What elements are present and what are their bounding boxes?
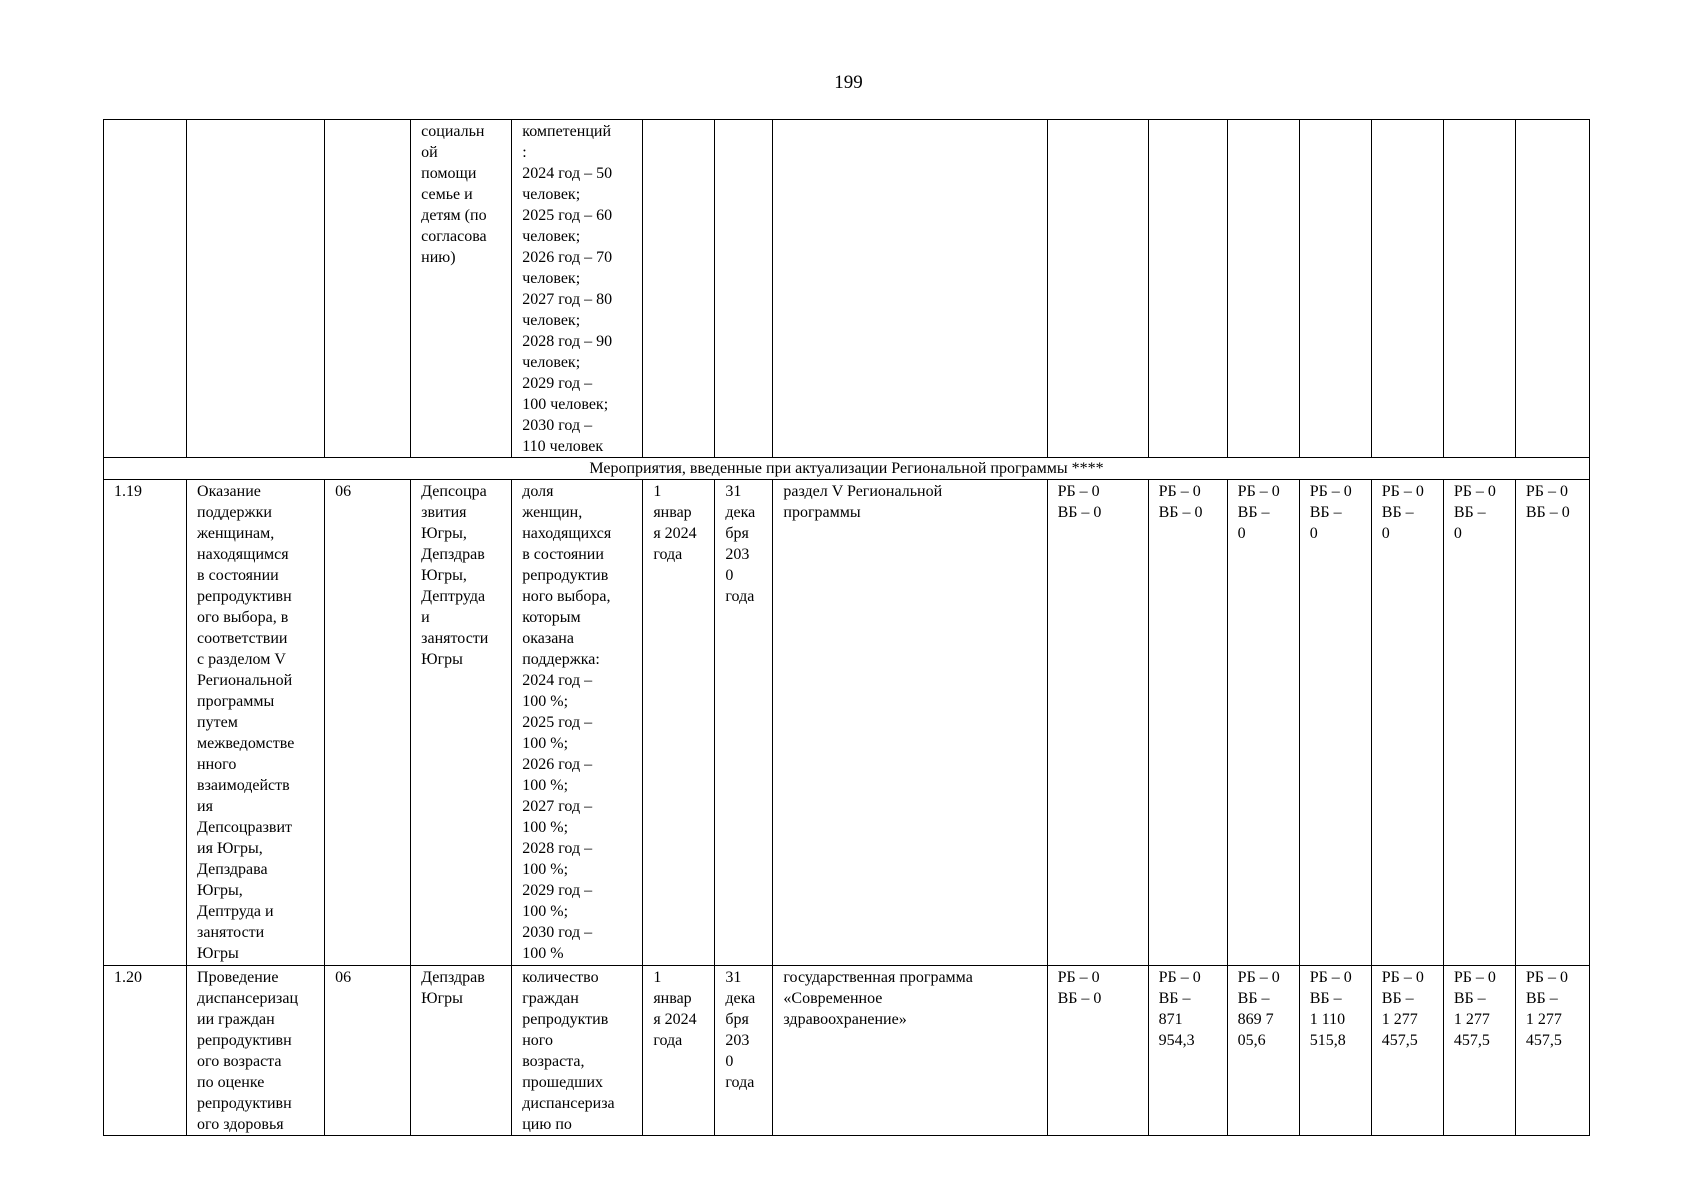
- funding-cell: РБ – 0 ВБ – 1 277 457,5: [1443, 966, 1515, 1136]
- table-row-continuation: [104, 120, 1590, 458]
- table-cell: 06: [325, 966, 411, 1136]
- table-cell: [1515, 120, 1589, 458]
- table-cell: [1299, 120, 1371, 458]
- table-cell: [1227, 120, 1299, 458]
- source-cell: раздел V Региональной программы: [773, 480, 1047, 966]
- program-measures-table: [103, 119, 1590, 1136]
- measure-number: 1.19: [104, 480, 187, 966]
- funding-cell: РБ – 0 ВБ – 869 7 05,6: [1227, 966, 1299, 1136]
- table-cell: социальн ой помощи семье и детям (по согласова нию): [411, 120, 512, 458]
- table-cell: [773, 120, 1047, 458]
- table-cell: [643, 120, 715, 458]
- end-date-cell: 31 дека бря 203 0 года: [715, 480, 773, 966]
- indicator-cell: доля женщин, находящихся в состоянии репродуктив ного выбора, которым оказана поддержка: 2024 год – 100 %; 2025 год – 100 %; 2026 год – 100 %; 2027 год – 100 %; 2028 год – 100 %; 2029 год – 100 %; 2030 год – 100 %: [512, 480, 643, 966]
- funding-cell: РБ – 0 ВБ – 0: [1148, 480, 1227, 966]
- funding-cell: РБ – 0 ВБ – 0: [1047, 966, 1148, 1136]
- funding-cell: РБ – 0 ВБ – 1 277 457,5: [1515, 966, 1589, 1136]
- table-cell: [1443, 120, 1515, 458]
- funding-cell: РБ – 0 ВБ – 0: [1515, 480, 1589, 966]
- indicator-cell: количество граждан репродуктив ного возраста, прошедших диспансериза цию по: [512, 966, 643, 1136]
- measure-name: Оказание поддержки женщинам, находящимся в состоянии репродуктивн ого выбора, в соответствии с разделом V Региональной программы путем межведомстве нного взаимодейств ия Депсоцразвит ия Югры, Депздрава Югры, Дептруда и занятости Югры: [187, 480, 325, 966]
- source-cell: государственная программа «Современное здравоохранение»: [773, 966, 1047, 1136]
- responsible-cell: Депсоцра звития Югры, Депздрав Югры, Дептруда и занятости Югры: [411, 480, 512, 966]
- funding-cell: РБ – 0 ВБ – 1 277 457,5: [1371, 966, 1443, 1136]
- funding-cell: РБ – 0 ВБ – 1 110 515,8: [1299, 966, 1371, 1136]
- table-cell: [1148, 120, 1227, 458]
- start-date-cell: 1 январ я 2024 года: [643, 966, 715, 1136]
- table-row: [104, 966, 1590, 1136]
- table-cell: 06: [325, 480, 411, 966]
- funding-cell: РБ – 0 ВБ – 0: [1371, 480, 1443, 966]
- measure-number: 1.20: [104, 966, 187, 1136]
- table-cell: [1371, 120, 1443, 458]
- page-number: 199: [834, 72, 863, 93]
- table-cell: [715, 120, 773, 458]
- table-cell: компетенций : 2024 год – 50 человек; 2025 год – 60 человек; 2026 год – 70 человек; 2027 год – 80 человек; 2028 год – 90 человек; 2029 год – 100 человек; 2030 год – 110 человек: [512, 120, 643, 458]
- section-header-row: [104, 458, 1590, 480]
- funding-cell: РБ – 0 ВБ – 0: [1047, 480, 1148, 966]
- start-date-cell: 1 январ я 2024 года: [643, 480, 715, 966]
- table-cell: [187, 120, 325, 458]
- section-title: Мероприятия, введенные при актуализации Региональной программы ****: [104, 458, 1590, 480]
- table-cell: [104, 120, 187, 458]
- table-cell: [1047, 120, 1148, 458]
- funding-cell: РБ – 0 ВБ – 0: [1227, 480, 1299, 966]
- measure-name: Проведение диспансеризац ии граждан репродуктивн ого возраста по оценке репродуктивн ого здоровья: [187, 966, 325, 1136]
- table-row: [104, 480, 1590, 966]
- responsible-cell: Депздрав Югры: [411, 966, 512, 1136]
- end-date-cell: 31 дека бря 203 0 года: [715, 966, 773, 1136]
- table-cell: [325, 120, 411, 458]
- funding-cell: РБ – 0 ВБ – 0: [1299, 480, 1371, 966]
- funding-cell: РБ – 0 ВБ – 0: [1443, 480, 1515, 966]
- funding-cell: РБ – 0 ВБ – 871 954,3: [1148, 966, 1227, 1136]
